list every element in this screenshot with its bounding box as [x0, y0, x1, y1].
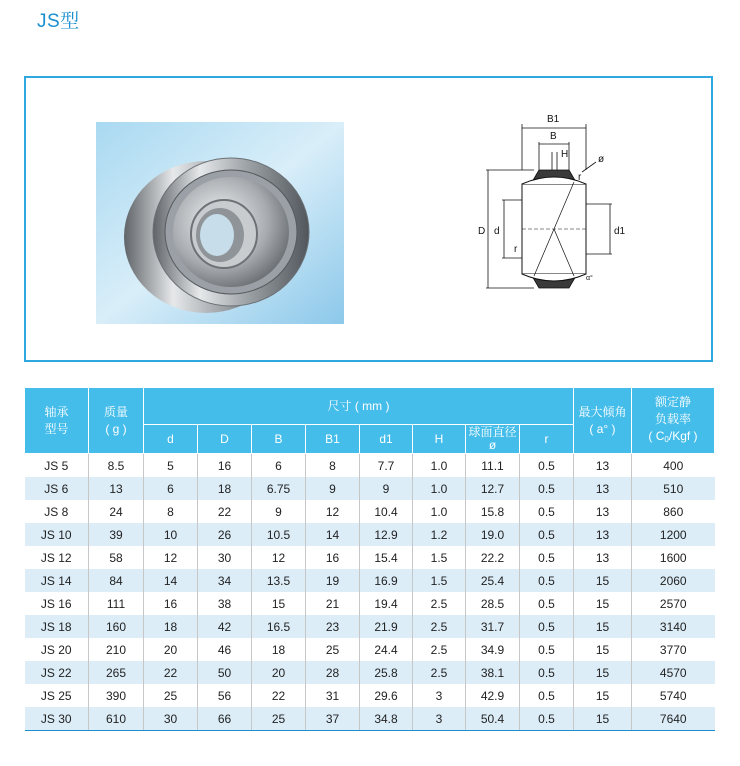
- cell-B: 13.5: [252, 569, 306, 592]
- cell-H: 1.2: [413, 523, 466, 546]
- col-H: H: [413, 425, 466, 454]
- label-B: B: [550, 131, 557, 142]
- cell-mass: 84: [89, 569, 144, 592]
- col-load-line3: ( C0/Kgf ): [648, 428, 698, 444]
- cell-r: 0.5: [520, 569, 574, 592]
- cell-H: 2.5: [413, 615, 466, 638]
- cell-tilt: 15: [574, 569, 632, 592]
- cell-D: 42: [198, 615, 252, 638]
- cell-D: 46: [198, 638, 252, 661]
- cell-H: 3: [413, 707, 466, 731]
- cell-r: 0.5: [520, 684, 574, 707]
- cell-B1: 37: [306, 707, 360, 731]
- cell-r: 0.5: [520, 707, 574, 731]
- cell-model: JS 8: [25, 500, 89, 523]
- col-B: B: [252, 425, 306, 454]
- col-D: D: [198, 425, 252, 454]
- cell-d1: 25.8: [360, 661, 413, 684]
- cell-tilt: 15: [574, 638, 632, 661]
- cell-B1: 28: [306, 661, 360, 684]
- table-row: [25, 477, 715, 500]
- cell-r: 0.5: [520, 615, 574, 638]
- cell-tilt: 15: [574, 707, 632, 731]
- cell-B1: 21: [306, 592, 360, 615]
- cell-H: 1.0: [413, 454, 466, 478]
- cell-tilt: 15: [574, 661, 632, 684]
- cell-D: 16: [198, 454, 252, 478]
- table-row: [25, 500, 715, 523]
- cell-d: 16: [144, 592, 198, 615]
- cell-B1: 12: [306, 500, 360, 523]
- cell-B1: 9: [306, 477, 360, 500]
- cell-tilt: 13: [574, 523, 632, 546]
- cell-d1: 19.4: [360, 592, 413, 615]
- table-row: [25, 707, 715, 731]
- spec-table: [24, 387, 715, 731]
- cell-r: 0.5: [520, 523, 574, 546]
- cell-mass: 13: [89, 477, 144, 500]
- cell-d: 20: [144, 638, 198, 661]
- col-tilt: [574, 388, 632, 454]
- cell-mass: 58: [89, 546, 144, 569]
- cell-sphere: 19.0: [466, 523, 520, 546]
- cell-tilt: 13: [574, 546, 632, 569]
- cell-load: 3770: [632, 638, 715, 661]
- label-r-top: r: [578, 172, 582, 183]
- cell-H: 1.5: [413, 546, 466, 569]
- figure-panel: [24, 76, 713, 362]
- col-d: d: [144, 425, 198, 454]
- cell-model: JS 20: [25, 638, 89, 661]
- cell-B1: 25: [306, 638, 360, 661]
- cell-model: JS 6: [25, 477, 89, 500]
- bearing-photo: [96, 122, 344, 324]
- cell-d: 10: [144, 523, 198, 546]
- cell-mass: 111: [89, 592, 144, 615]
- cell-r: 0.5: [520, 477, 574, 500]
- table-row: [25, 569, 715, 592]
- cell-model: JS 5: [25, 454, 89, 478]
- cell-load: 3140: [632, 615, 715, 638]
- cell-d1: 34.8: [360, 707, 413, 731]
- cell-tilt: 13: [574, 500, 632, 523]
- label-phi: ø: [598, 154, 605, 165]
- label-angle: α°: [586, 275, 593, 282]
- cell-d: 25: [144, 684, 198, 707]
- cell-mass: 39: [89, 523, 144, 546]
- label-d: d: [494, 226, 500, 237]
- cell-d: 22: [144, 661, 198, 684]
- cell-model: JS 18: [25, 615, 89, 638]
- cell-B: 25: [252, 707, 306, 731]
- col-model-line2: 型号: [44, 421, 69, 436]
- label-D: D: [478, 226, 486, 237]
- col-tilt-line1: 最大倾角: [578, 404, 627, 419]
- cell-D: 50: [198, 661, 252, 684]
- table-row: [25, 661, 715, 684]
- cell-D: 56: [198, 684, 252, 707]
- label-B1: B1: [547, 114, 560, 125]
- cell-sphere: 28.5: [466, 592, 520, 615]
- cell-d1: 7.7: [360, 454, 413, 478]
- cell-d: 18: [144, 615, 198, 638]
- col-B1: B1: [306, 425, 360, 454]
- cell-H: 1.0: [413, 477, 466, 500]
- cell-B: 18: [252, 638, 306, 661]
- cell-d: 14: [144, 569, 198, 592]
- cell-load: 1200: [632, 523, 715, 546]
- cell-d: 30: [144, 707, 198, 731]
- cell-B: 22: [252, 684, 306, 707]
- cell-sphere: 34.9: [466, 638, 520, 661]
- cell-r: 0.5: [520, 638, 574, 661]
- cell-D: 26: [198, 523, 252, 546]
- cell-B: 20: [252, 661, 306, 684]
- cell-H: 2.5: [413, 592, 466, 615]
- cell-tilt: 15: [574, 615, 632, 638]
- cell-H: 1.0: [413, 500, 466, 523]
- cell-model: JS 14: [25, 569, 89, 592]
- cell-mass: 610: [89, 707, 144, 731]
- cell-r: 0.5: [520, 500, 574, 523]
- label-r-bottom: r: [514, 244, 518, 255]
- cell-B: 9: [252, 500, 306, 523]
- cell-load: 1600: [632, 546, 715, 569]
- cell-mass: 210: [89, 638, 144, 661]
- cell-B1: 8: [306, 454, 360, 478]
- cell-d: 5: [144, 454, 198, 478]
- col-mass-line2: ( g ): [105, 421, 127, 436]
- col-r: r: [520, 425, 574, 454]
- table-header: [25, 388, 715, 454]
- table-row: [25, 638, 715, 661]
- cell-load: 510: [632, 477, 715, 500]
- col-model: [25, 388, 89, 454]
- cell-load: 400: [632, 454, 715, 478]
- cell-load: 7640: [632, 707, 715, 731]
- cell-mass: 390: [89, 684, 144, 707]
- cell-d1: 12.9: [360, 523, 413, 546]
- cell-D: 66: [198, 707, 252, 731]
- cell-B: 15: [252, 592, 306, 615]
- cell-B: 6: [252, 454, 306, 478]
- col-tilt-line2: ( a° ): [589, 421, 616, 436]
- cell-load: 2570: [632, 592, 715, 615]
- cell-d1: 16.9: [360, 569, 413, 592]
- cell-load: 4570: [632, 661, 715, 684]
- col-dims-group: 尺寸 ( mm ): [144, 388, 574, 425]
- cell-load: 2060: [632, 569, 715, 592]
- cell-d1: 9: [360, 477, 413, 500]
- label-H: H: [561, 149, 569, 160]
- col-mass: [89, 388, 144, 454]
- col-model-line1: 轴承: [44, 404, 69, 419]
- col-load-line1: 额定静: [654, 394, 691, 409]
- cell-B1: 23: [306, 615, 360, 638]
- cell-load: 5740: [632, 684, 715, 707]
- cell-load: 860: [632, 500, 715, 523]
- cell-H: 2.5: [413, 638, 466, 661]
- col-sphere: 球面直径 ø: [466, 425, 520, 454]
- cell-r: 0.5: [520, 592, 574, 615]
- cell-D: 22: [198, 500, 252, 523]
- cell-model: JS 10: [25, 523, 89, 546]
- cell-d1: 24.4: [360, 638, 413, 661]
- cell-sphere: 50.4: [466, 707, 520, 731]
- cell-B: 16.5: [252, 615, 306, 638]
- table-row: [25, 615, 715, 638]
- dimension-drawing: [464, 100, 644, 300]
- cell-D: 34: [198, 569, 252, 592]
- table-body: [25, 454, 715, 731]
- cell-r: 0.5: [520, 661, 574, 684]
- cell-d1: 10.4: [360, 500, 413, 523]
- cell-sphere: 15.8: [466, 500, 520, 523]
- cell-H: 2.5: [413, 661, 466, 684]
- cell-tilt: 13: [574, 454, 632, 478]
- cell-sphere: 22.2: [466, 546, 520, 569]
- table-row: [25, 592, 715, 615]
- cell-sphere: 38.1: [466, 661, 520, 684]
- cell-d1: 29.6: [360, 684, 413, 707]
- cell-model: JS 30: [25, 707, 89, 731]
- col-load: [632, 388, 715, 454]
- cell-r: 0.5: [520, 546, 574, 569]
- table-row: [25, 454, 715, 478]
- cell-B1: 14: [306, 523, 360, 546]
- cell-sphere: 31.7: [466, 615, 520, 638]
- label-d1: d1: [614, 226, 626, 237]
- cell-model: JS 22: [25, 661, 89, 684]
- cell-sphere: 42.9: [466, 684, 520, 707]
- cell-tilt: 15: [574, 684, 632, 707]
- table-row: [25, 684, 715, 707]
- cell-tilt: 15: [574, 592, 632, 615]
- cell-D: 30: [198, 546, 252, 569]
- cell-d1: 21.9: [360, 615, 413, 638]
- cell-B: 10.5: [252, 523, 306, 546]
- cell-B1: 31: [306, 684, 360, 707]
- cell-B: 12: [252, 546, 306, 569]
- cell-B1: 16: [306, 546, 360, 569]
- cell-B: 6.75: [252, 477, 306, 500]
- cell-model: JS 12: [25, 546, 89, 569]
- cell-mass: 265: [89, 661, 144, 684]
- cell-d1: 15.4: [360, 546, 413, 569]
- cell-mass: 24: [89, 500, 144, 523]
- cell-D: 38: [198, 592, 252, 615]
- cell-sphere: 12.7: [466, 477, 520, 500]
- page-title: JS型: [37, 11, 80, 32]
- col-d1: d1: [360, 425, 413, 454]
- cell-B1: 19: [306, 569, 360, 592]
- col-mass-line1: 质量: [103, 404, 128, 419]
- cell-sphere: 25.4: [466, 569, 520, 592]
- cell-mass: 8.5: [89, 454, 144, 478]
- cell-H: 1.5: [413, 569, 466, 592]
- table-row: [25, 523, 715, 546]
- cell-d: 12: [144, 546, 198, 569]
- cell-r: 0.5: [520, 454, 574, 478]
- cell-D: 18: [198, 477, 252, 500]
- cell-d: 8: [144, 500, 198, 523]
- cell-model: JS 16: [25, 592, 89, 615]
- cell-d: 6: [144, 477, 198, 500]
- cell-sphere: 11.1: [466, 454, 520, 478]
- cell-tilt: 13: [574, 477, 632, 500]
- cell-H: 3: [413, 684, 466, 707]
- table-row: [25, 546, 715, 569]
- col-load-line2: 负载率: [654, 411, 691, 426]
- cell-model: JS 25: [25, 684, 89, 707]
- cell-mass: 160: [89, 615, 144, 638]
